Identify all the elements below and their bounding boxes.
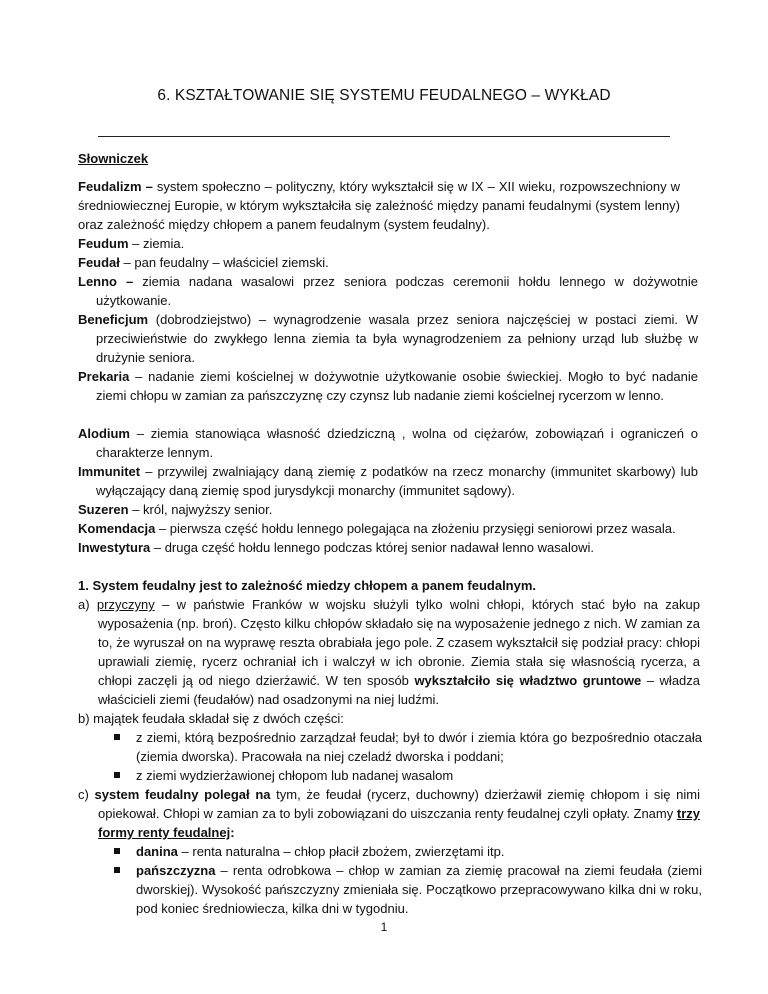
glossary-entry-alodium: Alodium – ziemia stanowiąca własność dziedziczną , wolna od ciężarów, zobowiązań i ograniczeń o charakterze lennym.: [78, 426, 698, 460]
square-bullet-icon: [114, 867, 120, 873]
glossary-entry-beneficjum: Beneficjum (dobrodziejstwo) – wynagrodzenie wasala przez seniora najczęściej w postaci ziemi. W przeciwieństwie do zwykłego lenna ziemia ta była wynagrodzeniem za pełniony urząd lub służbę w drużynie seniora.: [78, 312, 698, 365]
glossary-entry-feudal: Feudał – pan feudalny – właściciel ziemski.: [78, 255, 329, 270]
page-number: 1: [380, 920, 388, 934]
glossary-entry-komendacja: Komendacja – pierwsza część hołdu lennego polegająca na złożeniu przysięgi seniorowi przez wasala.: [78, 521, 676, 536]
section-point-b: b) majątek feudała składał się z dwóch części:: [78, 711, 344, 726]
section-point-c: c) system feudalny polegał na tym, że feudał (rycerz, duchowny) dzierżawił ziemię chłopom i się nimi opiekował. Chłopi w zamian za to byli zobowiązani do uiszczania renty feudalnej czyli opłaty. Znamy trzy formy renty feudalnej:: [78, 787, 700, 840]
square-bullet-icon: [114, 772, 120, 778]
glossary-heading: Słowniczek: [78, 151, 149, 166]
glossary-entry-feudum: Feudum – ziemia.: [78, 236, 185, 251]
glossary-entry-prekaria: Prekaria – nadanie ziemi kościelnej w dożywotnie użytkowanie osobie świeckiej. Mogło to być nadanie ziemi chłopu w zamian za pańszczyznę czy czynsz lub nadanie ziemi kościelnej rycerzom w lenno.: [78, 369, 698, 403]
list-item: z ziemi, którą bezpośrednio zarządzał feudał; był to dwór i ziemia która go bezpośrednio otaczała (ziemia dworska). Pracowała na niej czeladź dworska i poddani;: [114, 728, 702, 766]
glossary-entry-suzeren: Suzeren – król, najwyższy senior.: [78, 502, 273, 517]
title-divider: [98, 136, 670, 137]
glossary-entry-lenno: Lenno – ziemia nadana wasalowi przez seniora podczas ceremonii hołdu lennego w dożywotnie użytkowanie.: [78, 274, 698, 308]
section-heading: 1. System feudalny jest to zależność miedzy chłopem a panem feudalnym.: [78, 578, 537, 593]
list-item: pańszczyzna – renta odrobkowa – chłop w zamian za ziemię pracował na ziemi feudała (ziemi dworskiej). Wysokość pańszczyzny zmieniała się. Początkowo przepracowywano kilka dni w roku, pod koniec średniowiecza, kilka dni w tygodniu.: [114, 861, 702, 918]
square-bullet-icon: [114, 848, 120, 854]
list-item: danina – renta naturalna – chłop płacił zbożem, zwierzętami itp.: [114, 842, 702, 861]
section-point-a: a) przyczyny – w państwie Franków w wojsku służyli tylko wolni chłopi, których stać było na zakup wyposażenia (np. broń). Często kilku chłopów składało się na wyposażenie jednego z nich. W zamian za to, że wyruszał on na wyprawę reszta obrabiała jego pole. Z czasem wykształcił się podział pracy: chłopi uprawiali ziemię, rycerz ochraniał ich i walczył w ich obronie. Ziemia stała się własnością rycerza, a chłopi zaczęli ją od niego dzierżawić. W ten sposób wykształciło się władztwo gruntowe – władza właścicieli ziemi (feudałów) nad osadzonymi na niej ludźmi.: [78, 597, 701, 707]
glossary-entry-feudalizm: Feudalizm – system społeczno – polityczny, który wykształcił się w IX – XII wieku, rozpowszechniony w średniowiecznej Europie, w którym wykształciła się zależność między panami feudalnymi (system lenny) oraz zależność między chłopem a panem feudalnym (system feudalny).: [78, 179, 680, 232]
glossary-entry-immunitet: Immunitet – przywilej zwalniający daną ziemię z podatków na rzecz monarchy (immunitet skarbowy) lub wyłączający daną ziemię spod jurysdykcji monarchy (immunitet sądowy).: [78, 464, 698, 498]
square-bullet-icon: [114, 734, 120, 740]
glossary-entry-inwestytura: Inwestytura – druga część hołdu lennego podczas której senior nadawał lenno wasalowi.: [78, 540, 594, 555]
page-title: 6. KSZTAŁTOWANIE SIĘ SYSTEMU FEUDALNEGO – WYKŁAD: [157, 87, 611, 104]
list-item: z ziemi wydzierżawionej chłopom lub nadanej wasalom: [114, 766, 702, 785]
